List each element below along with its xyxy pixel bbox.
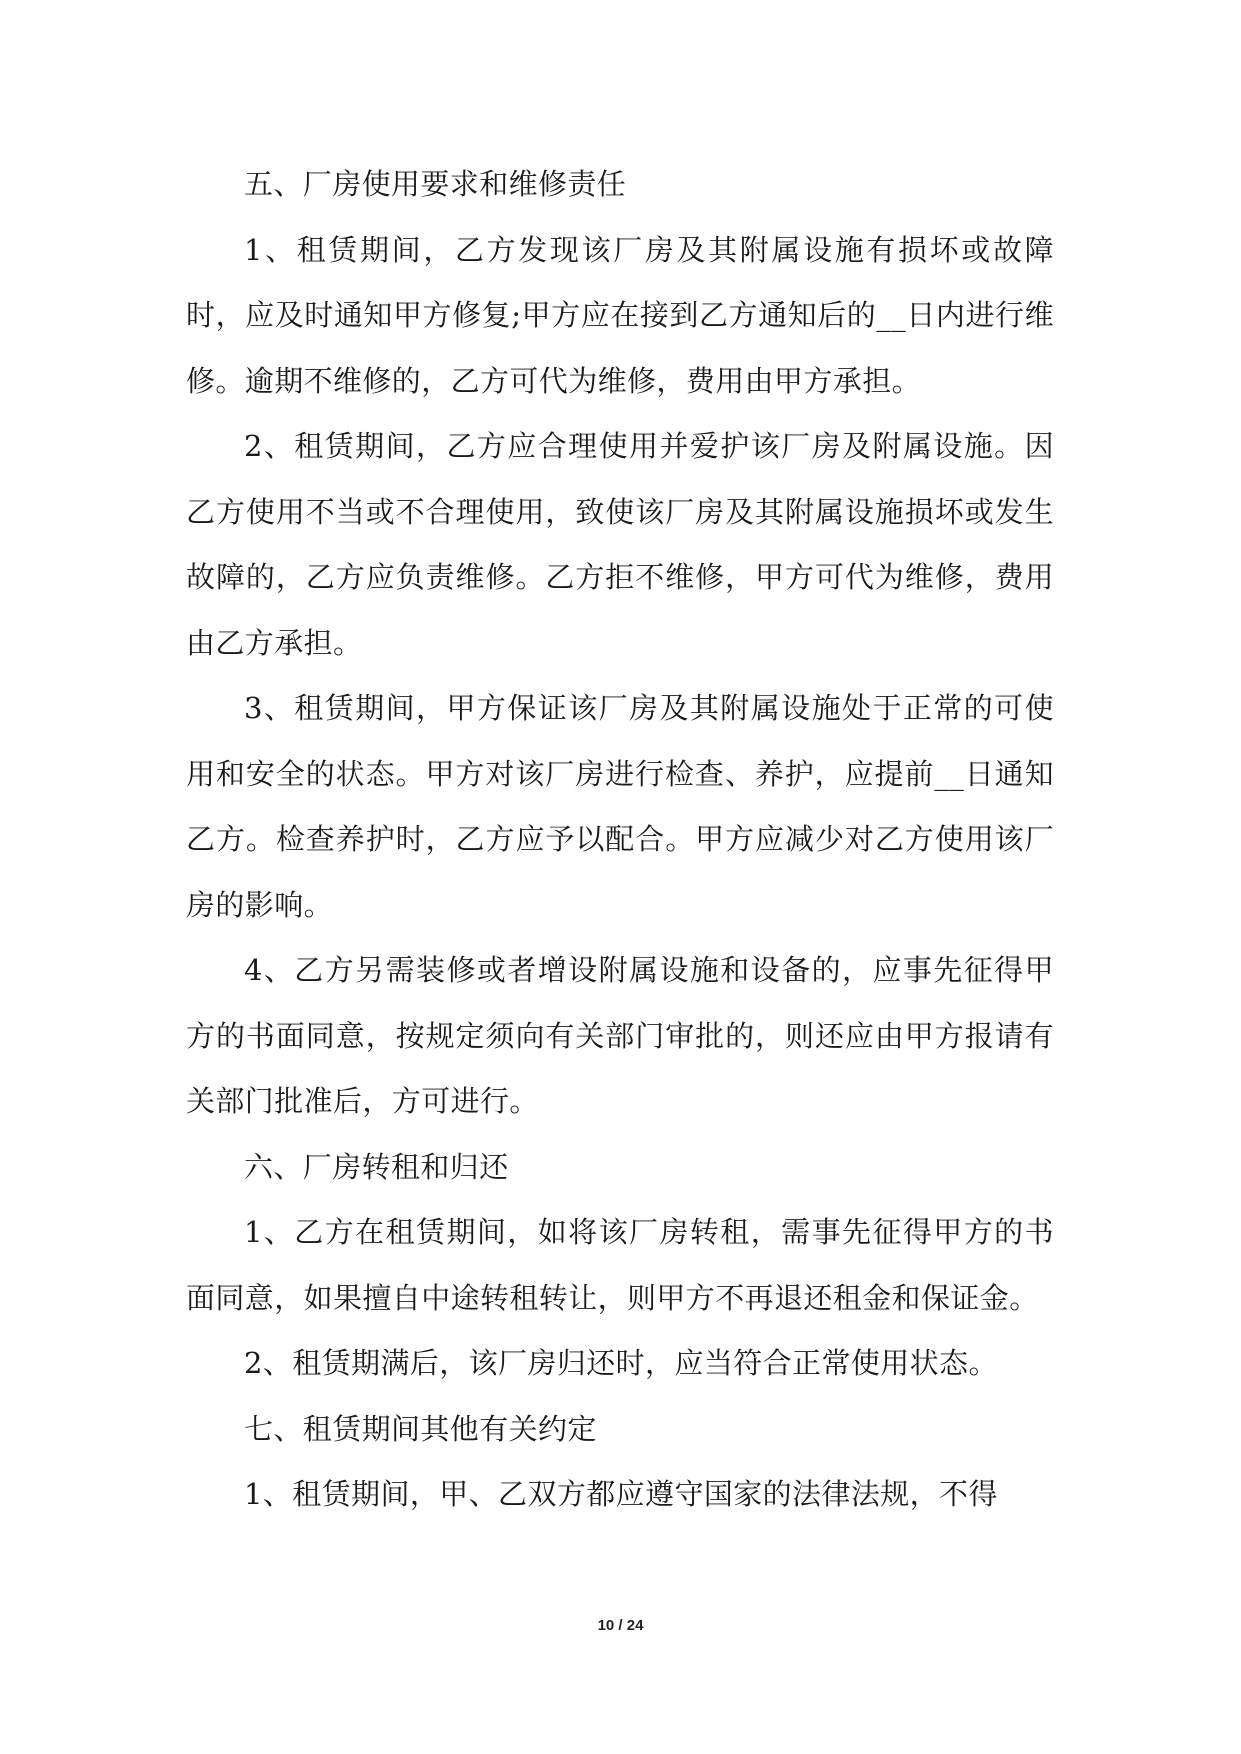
section-heading-6: 六、厂房转租和归还 — [244, 1149, 509, 1184]
paragraph-5-2: 2、租赁期间，乙方应合理使用并爱护该厂房及附属设施。因乙方使用不当或不合理使用，致使该厂房及其附属设施损坏或发生故障的，乙方应负责维修。乙方拒不维修，甲方可代为维修，费用由乙方承担。 — [186, 429, 1054, 660]
section-heading-7: 七、租赁期间其他有关约定 — [244, 1411, 597, 1446]
page-number: 10 / 24 — [597, 1617, 644, 1634]
document-body — [186, 152, 1054, 1528]
paragraph-6-2: 2、租赁期满后，该厂房归还时，应当符合正常使用状态。 — [244, 1346, 998, 1380]
paragraph-5-3: 3、租赁期间，甲方保证该厂房及其附属设施处于正常的可使用和安全的状态。甲方对该厂房进行检查、养护，应提前__日通知乙方。检查养护时，乙方应予以配合。甲方应减少对乙方使用该厂房的影响。 — [186, 691, 1054, 922]
paragraph-5-1: 1、租赁期间，乙方发现该厂房及其附属设施有损坏或故障时，应及时通知甲方修复;甲方应在接到乙方通知后的__日内进行维修。逾期不维修的，乙方可代为维修，费用由甲方承担。 — [186, 232, 1054, 398]
section-heading-5: 五、厂房使用要求和维修责任 — [244, 167, 627, 201]
paragraph-6-1: 1、乙方在租赁期间，如将该厂房转租，需事先征得甲方的书面同意，如果擅自中途转租转让，则甲方不再退还租金和保证金。 — [186, 1215, 1054, 1315]
paragraph-7-1: 1、租赁期间，甲、乙双方都应遵守国家的法律法规，不得 — [244, 1477, 998, 1511]
paragraph-5-4: 4、乙方另需装修或者增设附属设施和设备的，应事先征得甲方的书面同意，按规定须向有关部门审批的，则还应由甲方报请有关部门批准后，方可进行。 — [186, 953, 1054, 1118]
